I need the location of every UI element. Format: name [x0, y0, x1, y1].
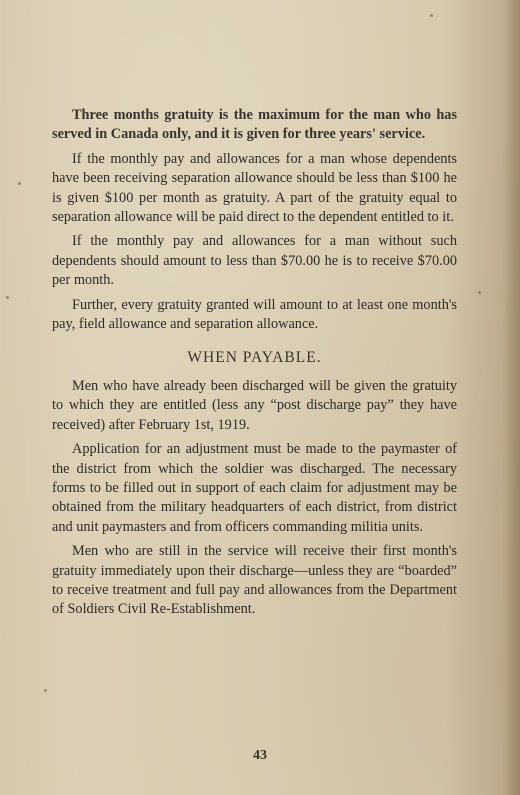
paragraph-still-in-service: Men who are still in the service will receive their first month's gratuity immediately upon their discharge—unless they are “boarded” to receive treatment and full pay and allowances from the Department of Soldiers Civil Re-Establishment. [52, 543, 457, 618]
paper-speck [478, 291, 481, 294]
paragraph-dependents-allowance: If the monthly pay and allowances for a man whose dependents have been receiving separation allowance should be less than $100 he is given $100 per month as gratuity. A part of the gratuity equal to separation allowance will be paid direct to the dependent entitled to it. [52, 150, 457, 226]
page-number: 43 [253, 748, 267, 763]
section-heading-when-payable: WHEN PAYABLE. [187, 349, 322, 367]
paper-speck [6, 296, 9, 299]
page-text [52, 106, 457, 625]
paper-speck [18, 182, 21, 185]
paragraph-gratuity-maximum: Three months gratuity is the maximum for the man who has served in Canada only, and it is given for three years' service. [52, 107, 457, 143]
paragraph-minimum-gratuity: Further, every gratuity granted will amount to at least one month's pay, field allowance and separation allowance. [52, 296, 457, 333]
paragraph-without-dependents: If the monthly pay and allowances for a man without such dependents should amount to less than $70.00 he is to receive $70.00 per month. [52, 233, 457, 289]
paper-speck [430, 14, 433, 17]
paragraph-already-discharged: Men who have already been discharged will be given the gratuity to which they are entitled (less any “post discharge pay” they have received) after February 1st, 1919. [52, 377, 457, 433]
paper-speck [44, 689, 47, 692]
paragraph-application-adjustment: Application for an adjustment must be made to the paymaster of the district from which the soldier was discharged. The necessary forms to be filled out in support of each claim for adjustment may be obtained from the military headquarters of each district, from district and unit paymasters and from officers commanding militia units. [52, 441, 457, 535]
